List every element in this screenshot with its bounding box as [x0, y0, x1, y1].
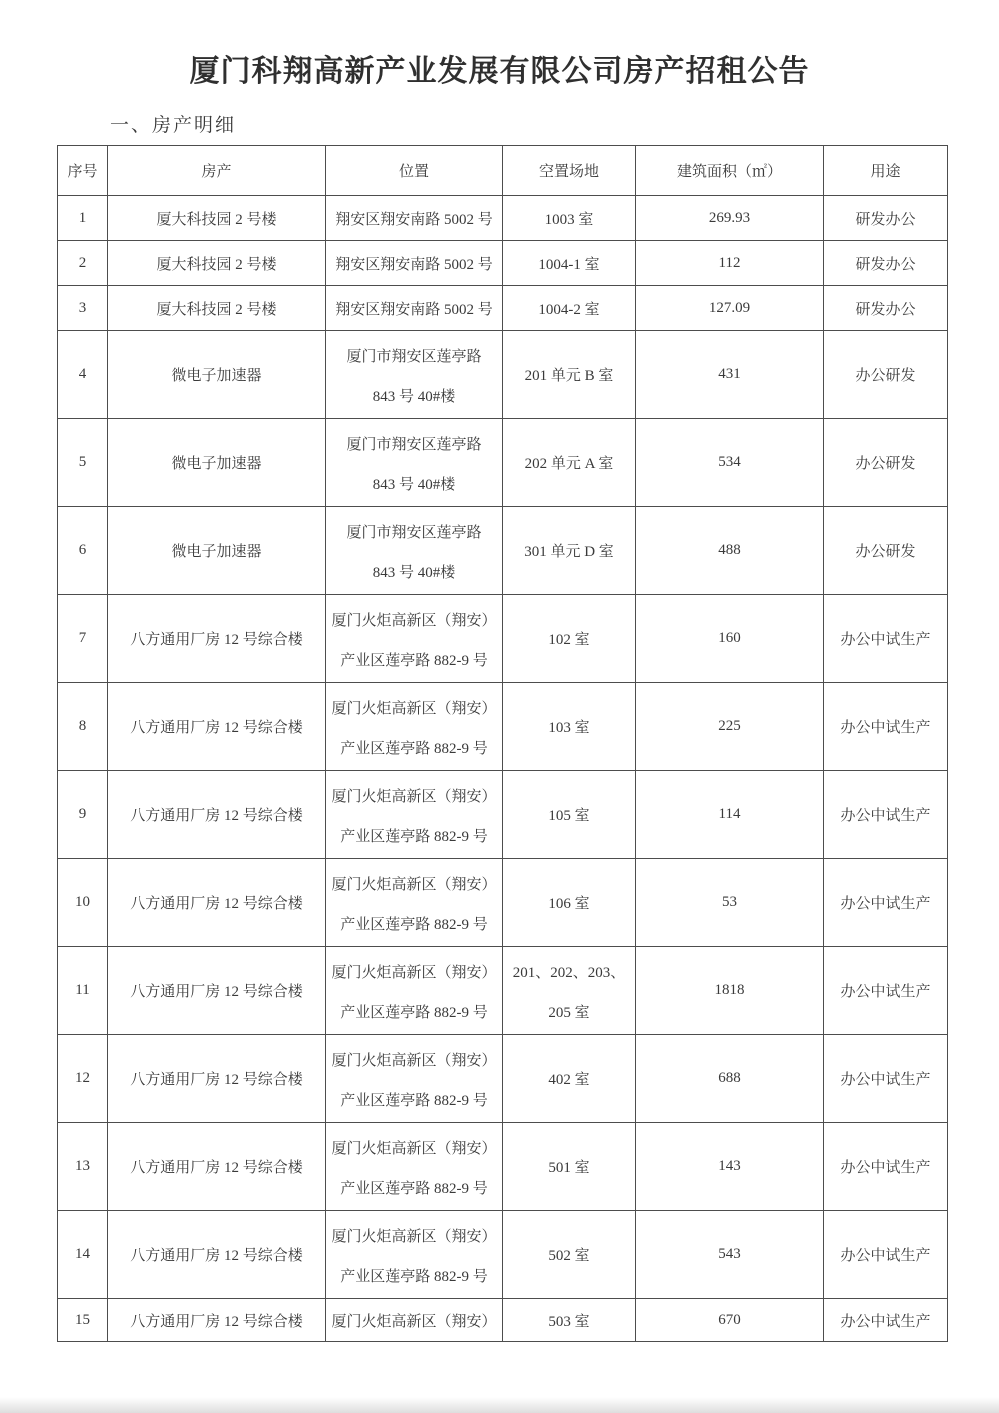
use-cell: 办公研发: [824, 419, 948, 507]
table-row: [58, 507, 948, 595]
location-cell: 翔安区翔安南路 5002 号: [326, 196, 503, 241]
location-cell: [326, 1123, 503, 1211]
site-cell: 201 单元 B 室: [503, 331, 636, 419]
cell-lines: [326, 685, 502, 769]
table-row: [58, 286, 948, 331]
column-header: 位置: [326, 146, 503, 196]
site-cell: 106 室: [503, 859, 636, 947]
site-cell: 105 室: [503, 771, 636, 859]
cell-line: 205 室: [548, 1004, 590, 1021]
row-number-cell: 11: [58, 947, 108, 1035]
property-cell: 八方通用厂房 12 号综合楼: [108, 947, 326, 1035]
property-cell: 厦大科技园 2 号楼: [108, 241, 326, 286]
use-cell: 办公中试生产: [824, 595, 948, 683]
row-number-cell: 2: [58, 241, 108, 286]
location-cell: 翔安区翔安南路 5002 号: [326, 241, 503, 286]
cell-line: 产业区莲亭路 882-9 号: [340, 740, 488, 757]
area-cell: 53: [636, 859, 824, 947]
location-cell: [326, 419, 503, 507]
column-header: 空置场地: [503, 146, 636, 196]
cell-line: 厦门火炬高新区（翔安）: [331, 1052, 497, 1069]
site-cell: 103 室: [503, 683, 636, 771]
site-cell: 402 室: [503, 1035, 636, 1123]
cell-line: 201、202、203、: [512, 964, 626, 981]
row-number-cell: 12: [58, 1035, 108, 1123]
table-row: [58, 1211, 948, 1299]
table-row: [58, 241, 948, 286]
cell-line: 厦门火炬高新区（翔安）: [331, 876, 497, 893]
cell-lines: [326, 1125, 502, 1209]
location-cell: [326, 595, 503, 683]
use-cell: 办公中试生产: [824, 683, 948, 771]
row-number-cell: 7: [58, 595, 108, 683]
column-header: 序号: [58, 146, 108, 196]
area-cell: 488: [636, 507, 824, 595]
cell-line: 厦门火炬高新区（翔安）: [331, 1228, 497, 1245]
site-cell: 301 单元 D 室: [503, 507, 636, 595]
section-heading: 一、房产明细: [110, 115, 237, 136]
cell-line: 厦门火炬高新区（翔安）: [331, 1140, 497, 1157]
property-cell: 八方通用厂房 12 号综合楼: [108, 1035, 326, 1123]
cell-lines: [326, 773, 502, 857]
use-cell: 研发办公: [824, 241, 948, 286]
site-cell: 202 单元 A 室: [503, 419, 636, 507]
property-cell: 微电子加速器: [108, 331, 326, 419]
table-row: [58, 859, 948, 947]
cell-line: 厦门市翔安区莲亭路: [346, 436, 482, 453]
location-cell: 翔安区翔安南路 5002 号: [326, 286, 503, 331]
cell-lines: [326, 421, 502, 505]
property-cell: 八方通用厂房 12 号综合楼: [108, 595, 326, 683]
use-cell: 办公研发: [824, 507, 948, 595]
table-row: [58, 771, 948, 859]
cell-lines: [326, 949, 502, 1033]
use-cell: 办公中试生产: [824, 771, 948, 859]
area-cell: 431: [636, 331, 824, 419]
use-cell: 研发办公: [824, 286, 948, 331]
cell-line: 843 号 40#楼: [372, 476, 456, 493]
area-cell: 143: [636, 1123, 824, 1211]
property-cell: 八方通用厂房 12 号综合楼: [108, 683, 326, 771]
site-cell: 502 室: [503, 1211, 636, 1299]
row-number-cell: 9: [58, 771, 108, 859]
cell-line: 厦门火炬高新区（翔安）: [331, 964, 497, 981]
area-cell: 114: [636, 771, 824, 859]
table-row: [58, 331, 948, 419]
table-header-row: [58, 146, 948, 196]
use-cell: 办公中试生产: [824, 859, 948, 947]
cell-line: 产业区莲亭路 882-9 号: [340, 1092, 488, 1109]
row-number-cell: 14: [58, 1211, 108, 1299]
property-cell: 八方通用厂房 12 号综合楼: [108, 1211, 326, 1299]
property-cell: 八方通用厂房 12 号综合楼: [108, 859, 326, 947]
table-row: [58, 1035, 948, 1123]
row-number-cell: 10: [58, 859, 108, 947]
property-cell: 八方通用厂房 12 号综合楼: [108, 1299, 326, 1342]
location-cell: [326, 331, 503, 419]
property-cell: 厦大科技园 2 号楼: [108, 196, 326, 241]
site-cell: 1004-1 室: [503, 241, 636, 286]
table-row: [58, 947, 948, 1035]
area-cell: 127.09: [636, 286, 824, 331]
table-row: [58, 1123, 948, 1211]
use-cell: 办公中试生产: [824, 1035, 948, 1123]
use-cell: 办公中试生产: [824, 1123, 948, 1211]
column-header: 建筑面积（㎡）: [636, 146, 824, 196]
cell-line: 厦门火炬高新区（翔安）: [331, 788, 497, 805]
row-number-cell: 13: [58, 1123, 108, 1211]
cell-line: 产业区莲亭路 882-9 号: [340, 1268, 488, 1285]
cell-line: 产业区莲亭路 882-9 号: [340, 1004, 488, 1021]
site-cell: 1003 室: [503, 196, 636, 241]
row-number-cell: 4: [58, 331, 108, 419]
cell-lines: [326, 509, 502, 593]
site-cell: 1004-2 室: [503, 286, 636, 331]
cell-lines: [326, 597, 502, 681]
use-cell: 研发办公: [824, 196, 948, 241]
table-row: [58, 1299, 948, 1342]
table-row: [58, 419, 948, 507]
row-number-cell: 3: [58, 286, 108, 331]
cell-lines: [503, 949, 635, 1033]
site-cell: [503, 947, 636, 1035]
location-cell: [326, 1035, 503, 1123]
area-cell: 112: [636, 241, 824, 286]
location-cell: [326, 507, 503, 595]
cell-lines: [326, 861, 502, 945]
property-cell: 八方通用厂房 12 号综合楼: [108, 1123, 326, 1211]
property-cell: 微电子加速器: [108, 419, 326, 507]
site-cell: 102 室: [503, 595, 636, 683]
use-cell: 办公中试生产: [824, 1299, 948, 1342]
use-cell: 办公中试生产: [824, 1211, 948, 1299]
document-title: 厦门科翔高新产业发展有限公司房产招租公告: [189, 55, 810, 88]
table-row: [58, 196, 948, 241]
cell-line: 产业区莲亭路 882-9 号: [340, 828, 488, 845]
site-cell: 501 室: [503, 1123, 636, 1211]
area-cell: 1818: [636, 947, 824, 1035]
row-number-cell: 6: [58, 507, 108, 595]
cell-line: 843 号 40#楼: [372, 388, 456, 405]
cell-lines: [326, 1213, 502, 1297]
row-number-cell: 8: [58, 683, 108, 771]
area-cell: 269.93: [636, 196, 824, 241]
cell-line: 产业区莲亭路 882-9 号: [340, 652, 488, 669]
use-cell: 办公中试生产: [824, 947, 948, 1035]
cell-line: 厦门市翔安区莲亭路: [346, 524, 482, 541]
property-cell: 厦大科技园 2 号楼: [108, 286, 326, 331]
area-cell: 670: [636, 1299, 824, 1342]
cell-line: 产业区莲亭路 882-9 号: [340, 916, 488, 933]
cell-lines: [326, 1037, 502, 1121]
area-cell: 543: [636, 1211, 824, 1299]
table-row: [58, 595, 948, 683]
location-cell: [326, 947, 503, 1035]
cell-line: 厦门市翔安区莲亭路: [346, 348, 482, 365]
row-number-cell: 1: [58, 196, 108, 241]
column-header: 用途: [824, 146, 948, 196]
cell-line: 厦门火炬高新区（翔安）: [331, 700, 497, 717]
site-cell: 503 室: [503, 1299, 636, 1342]
area-cell: 688: [636, 1035, 824, 1123]
table-row: [58, 683, 948, 771]
cell-lines: [326, 333, 502, 417]
area-cell: 160: [636, 595, 824, 683]
area-cell: 534: [636, 419, 824, 507]
property-cell: 微电子加速器: [108, 507, 326, 595]
row-number-cell: 15: [58, 1299, 108, 1342]
property-table: [57, 145, 948, 1342]
cell-line: 厦门火炬高新区（翔安）: [331, 612, 497, 629]
column-header: 房产: [108, 146, 326, 196]
use-cell: 办公研发: [824, 331, 948, 419]
location-cell: 厦门火炬高新区（翔安）: [326, 1299, 503, 1342]
cell-line: 产业区莲亭路 882-9 号: [340, 1180, 488, 1197]
property-cell: 八方通用厂房 12 号综合楼: [108, 771, 326, 859]
row-number-cell: 5: [58, 419, 108, 507]
location-cell: [326, 771, 503, 859]
cell-line: 843 号 40#楼: [372, 564, 456, 581]
location-cell: [326, 859, 503, 947]
area-cell: 225: [636, 683, 824, 771]
location-cell: [326, 1211, 503, 1299]
location-cell: [326, 683, 503, 771]
